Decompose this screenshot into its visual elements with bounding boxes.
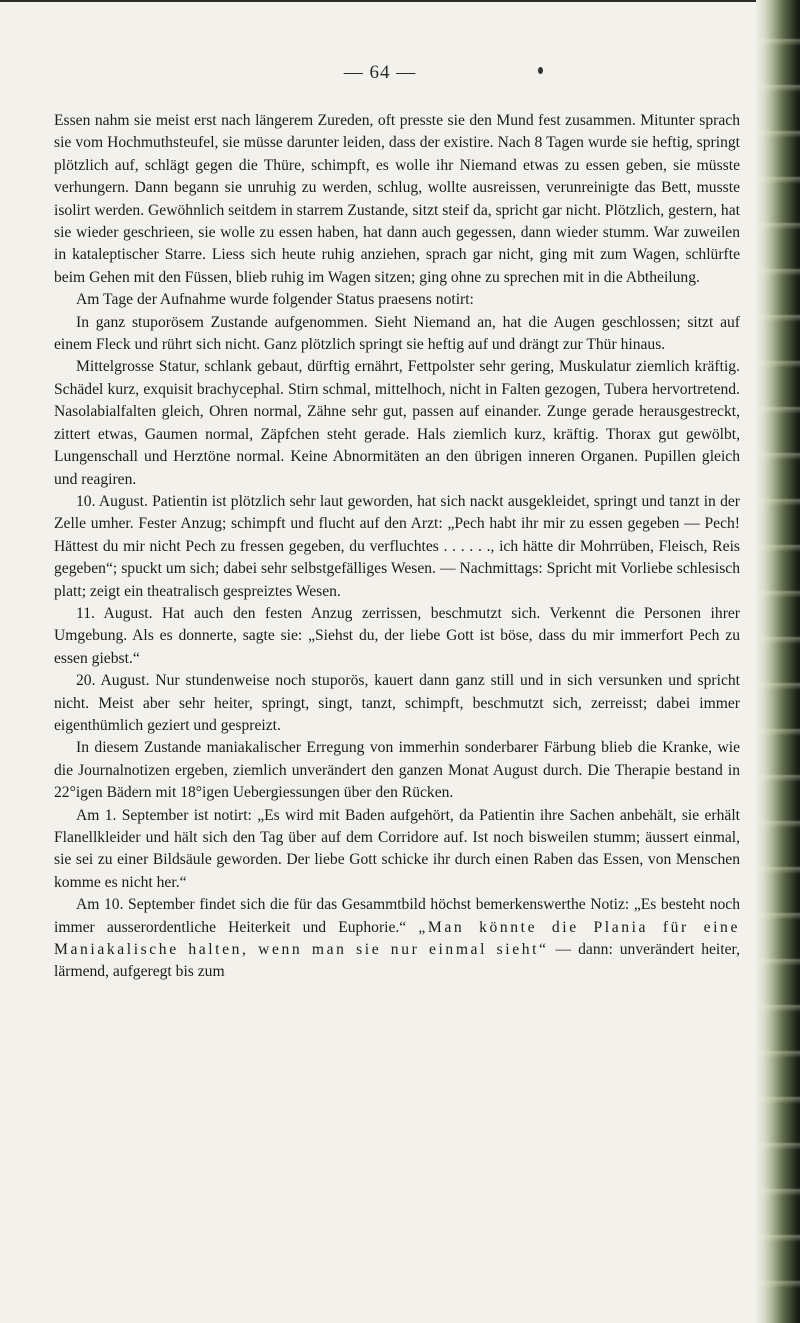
body-text: [54, 110, 740, 984]
paragraph: In diesem Zustande maniakalischer Erregung von immerhin sonderbarer Färbung blieb die Kranke, wie die Journalnotizen ergeben, ziemlich unverändert den ganzen Monat August durch. Die Therapie bestand in 22°igen Bädern mit 18°igen Uebergiessungen über den Rücken.: [54, 739, 740, 802]
paragraph: In ganz stuporösem Zustande aufgenommen. Sieht Niemand an, hat die Augen geschlossen; sitzt auf einem Fleck und rührt sich nicht. Ganz plötzlich springt sie heftig auf und drängt zur Thür hinaus.: [54, 313, 740, 354]
ink-dot: [538, 67, 543, 74]
top-edge-line: [0, 0, 760, 2]
paragraph: Am 1. September ist notirt: „Es wird mit Baden aufgehört, da Patientin ihre Sachen anbehält, sie erhält Flanellkleider und hält sich den Tag über auf dem Corridore auf. Ist noch bisweilen stumm; äussert einmal, sie sei zu einer Bildsäule geworden. Der liebe Gott schicke ihr durch einen Raben das Essen, von Menschen komme es nicht her.“: [54, 806, 740, 891]
paragraph-tail: — dann: unverändert heiter, lärmend, aufgeregt bis zum: [54, 941, 740, 981]
spaced-quote: „Man könnte die Plania für eine Maniakalische halten, wenn man sie nur einmal sieht“: [54, 918, 740, 959]
spine-texture: [756, 0, 800, 1323]
paragraph: Am Tage der Aufnahme wurde folgender Status praesens notirt:: [76, 291, 474, 309]
paragraph-lead: Am 10. September findet sich die für das Gesammtbild höchst bemerkenswerthe Notiz: „Es besteht noch immer ausserordentliche Heiterkeit und Euphorie.“: [54, 896, 740, 936]
paragraph: Essen nahm sie meist erst nach längerem Zureden, oft presste sie den Mund fest zusammen. Mitunter sprach sie vom Hochmuthsteufel, sie müsse darunter leiden, dass der existire. Nach 8 Tagen wurde sie heftig, springt plötzlich auf, schlägt gegen die Thüre, schimpft, es wolle ihr Niemand etwas zu essen geben, sie müsste verhungern. Dann begann sie unruhig zu werden, schlug, wollte ausreissen, verunreinigte das Bett, musste isolirt werden. Gewöhnlich seitdem in starrem Zustande, sitzt steif da, spricht gar nicht. Plötzlich, gestern, hat sie wieder geschrieen, sie wolle zu essen haben, hat dann auch gegessen, dann wieder stumm. War zuweilen in kataleptischer Starre. Liess sich heute ruhig anziehen, sprach gar nicht, ging mit zum Wagen, schlürfte beim Gehen mit den Füssen, blieb ruhig im Wagen sitzen; ging ohne zu sprechen mit in die Abtheilung.: [54, 112, 740, 286]
paragraph: 10. August. Patientin ist plötzlich sehr laut geworden, hat sich nackt ausgekleidet, springt und tanzt in der Zelle umher. Fester Anzug; schimpft und flucht auf den Arzt: „Pech habt ihr mir zu essen gegeben — Pech! Hättest du mir nicht Pech zu fressen gegeben, du verfluchtes . . . . . ., ich hätte dir Mohrrüben, Fleisch, Reis gegeben“; spuckt um sich; dabei sehr selbstgefälliges Wesen. — Nachmittags: Spricht mit Vorliebe schlesisch platt; zeigt ein theatralisch gespreiztes Wesen.: [54, 492, 740, 600]
paragraph-last: [54, 894, 740, 984]
page-number-header: — 64 —: [343, 62, 417, 83]
paragraph: 11. August. Hat auch den festen Anzug zerrissen, beschmutzt sich. Verkennt die Personen ihrer Umgebung. Als es donnerte, sagte sie: „Siehst du, der liebe Gott ist böse, dass du mir immerfort Pech zu essen giebst.“: [54, 604, 740, 667]
paragraph: Mittelgrosse Statur, schlank gebaut, dürftig ernährt, Fettpolster sehr gering, Muskulatur ziemlich kräftig. Schädel kurz, exquisit brachycephal. Stirn schmal, mittelhoch, nicht in Falten gezogen, Tubera hervortretend. Nasolabialfalten gleich, Ohren normal, Zähne sehr gut, passen auf einander. Zunge gerade herausgestreckt, zittert etwas, Gaumen normal, Zäpfchen steht gerade. Hals ziemlich kurz, kräftig. Thorax gut gewölbt, Lungenschall und Herztöne normal. Keine Abnormitäten an den übrigen inneren Organen. Pupillen gleich und reagiren.: [54, 358, 740, 488]
paragraph: 20. August. Nur stundenweise noch stuporös, kauert dann ganz still und in sich versunken und spricht nicht. Meist aber sehr heiter, springt, singt, tanzt, schimpft, beschmutzt sich, zerreisst; dabei immer eigenthümlich geziert und gespreizt.: [54, 672, 740, 734]
